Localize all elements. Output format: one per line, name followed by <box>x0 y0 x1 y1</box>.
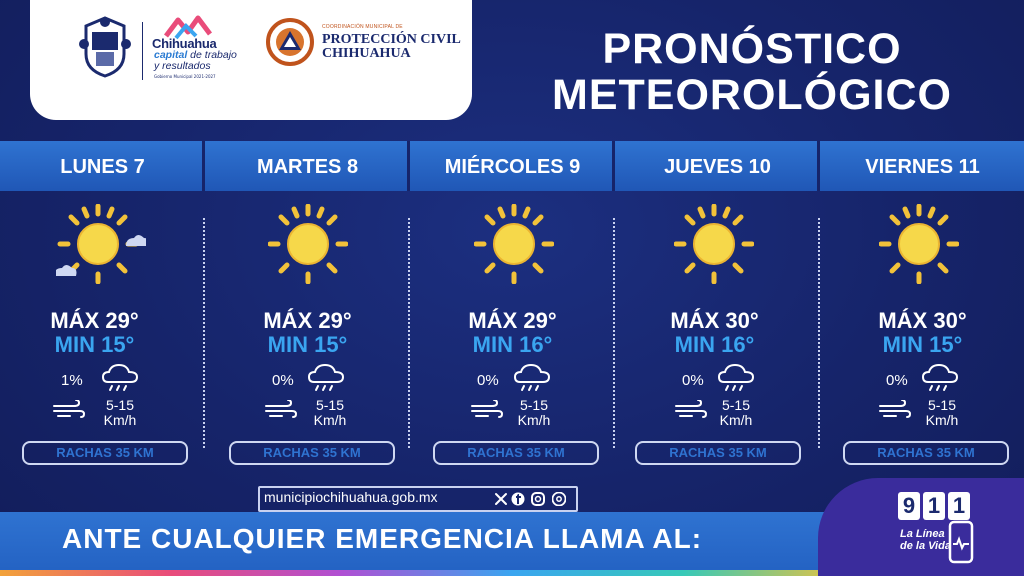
x-icon[interactable] <box>494 492 508 506</box>
pc-small-text: COORDINACIÓN MUNICIPAL DE <box>322 24 403 30</box>
day-name: MARTES 8 <box>256 156 359 178</box>
day-name: JUEVES 10 <box>664 156 771 178</box>
phone-icon <box>948 520 974 564</box>
min-temp: MIN 15° <box>267 332 348 357</box>
chihuahua-tiny-text: Gobierno Municipal 2021-2027 <box>154 74 216 79</box>
rain-cloud-icon <box>514 364 552 392</box>
wind-icon <box>674 400 708 420</box>
gusts-badge: RACHAS 35 KM <box>22 441 188 465</box>
wind-unit: Km/h <box>517 412 551 428</box>
pc-title-line-2: CHIHUAHUA <box>322 46 411 61</box>
max-temp: MÁX 30° <box>670 308 759 333</box>
facebook-icon[interactable] <box>511 492 525 506</box>
min-temp: MIN 16° <box>674 332 755 357</box>
gusts-badge: RACHAS 35 KM <box>433 441 599 465</box>
linea-line-1: La Línea <box>900 528 945 540</box>
chihuahua-subtitle-highlight: capital <box>154 49 188 61</box>
wind-icon <box>470 400 504 420</box>
rain-cloud-icon <box>102 364 140 392</box>
wind-speed <box>306 398 354 428</box>
emergency-text: ANTE CUALQUIER EMERGENCIA LLAMA AL: <box>62 523 703 554</box>
max-temp: MÁX 29° <box>50 308 139 333</box>
wind-unit: Km/h <box>313 412 347 428</box>
city-crest-icon <box>78 14 132 80</box>
emergency-digit: 9 <box>898 492 920 520</box>
min-temp: MIN 15° <box>54 332 135 357</box>
gusts-badge: RACHAS 35 KM <box>635 441 801 465</box>
rain-chance: 0% <box>477 372 499 389</box>
linea-line-2: de la Vida <box>900 540 951 552</box>
emergency-digit: 1 <box>948 492 970 520</box>
rain-cloud-icon <box>308 364 346 392</box>
min-temp: MIN 16° <box>472 332 553 357</box>
gusts-badge: RACHAS 35 KM <box>229 441 395 465</box>
wind-range: 5-15 <box>519 397 549 413</box>
emergency-digit: 1 <box>923 492 945 520</box>
wind-range: 5-15 <box>927 397 957 413</box>
wind-speed <box>918 398 966 428</box>
sun-icon <box>674 204 754 284</box>
emergency-number-panel <box>818 478 1024 576</box>
page-title-line-2: METEOROLÓGICO <box>552 71 952 119</box>
max-temp: MÁX 29° <box>263 308 352 333</box>
proteccion-civil-emblem-icon <box>266 18 314 66</box>
max-temp: MÁX 30° <box>878 308 967 333</box>
sun-with-clouds-icon <box>56 204 146 284</box>
day-name: LUNES 7 <box>60 156 145 178</box>
sun-icon <box>474 204 554 284</box>
wind-icon <box>878 400 912 420</box>
logo-divider <box>142 22 143 80</box>
wind-range: 5-15 <box>105 397 135 413</box>
sun-icon <box>268 204 348 284</box>
website-link[interactable]: municipiochihuahua.gob.mx <box>264 489 438 505</box>
wind-unit: Km/h <box>719 412 753 428</box>
wind-range: 5-15 <box>315 397 345 413</box>
chihuahua-subtitle-rest: de trabajo y resultados <box>154 49 237 72</box>
rain-cloud-icon <box>922 364 960 392</box>
rain-chance: 0% <box>682 372 704 389</box>
wind-unit: Km/h <box>103 412 137 428</box>
min-temp: MIN 15° <box>882 332 963 357</box>
page-title-line-1: PRONÓSTICO <box>602 25 902 73</box>
wind-unit: Km/h <box>925 412 959 428</box>
instagram-icon[interactable] <box>531 492 545 506</box>
wind-range: 5-15 <box>721 397 751 413</box>
rain-cloud-icon <box>718 364 756 392</box>
rain-chance: 0% <box>272 372 294 389</box>
rain-chance: 1% <box>61 372 83 389</box>
pc-title-line-1: PROTECCIÓN CIVIL <box>322 32 461 47</box>
page-title <box>500 26 1004 118</box>
sun-icon <box>879 204 959 284</box>
wind-icon <box>264 400 298 420</box>
chihuahua-subtitle <box>154 50 244 72</box>
threads-icon[interactable] <box>552 492 566 506</box>
day-name: VIERNES 11 <box>865 156 980 178</box>
wind-icon <box>52 400 86 420</box>
rain-chance: 0% <box>886 372 908 389</box>
pc-title <box>322 33 461 61</box>
logo-card <box>30 0 472 120</box>
wind-speed <box>510 398 558 428</box>
chihuahua-title: Chihuahua <box>152 36 217 51</box>
day-name: MIÉRCOLES 9 <box>444 156 581 178</box>
gusts-badge: RACHAS 35 KM <box>843 441 1009 465</box>
wind-speed <box>712 398 760 428</box>
wind-speed <box>96 398 144 428</box>
max-temp: MÁX 29° <box>468 308 557 333</box>
